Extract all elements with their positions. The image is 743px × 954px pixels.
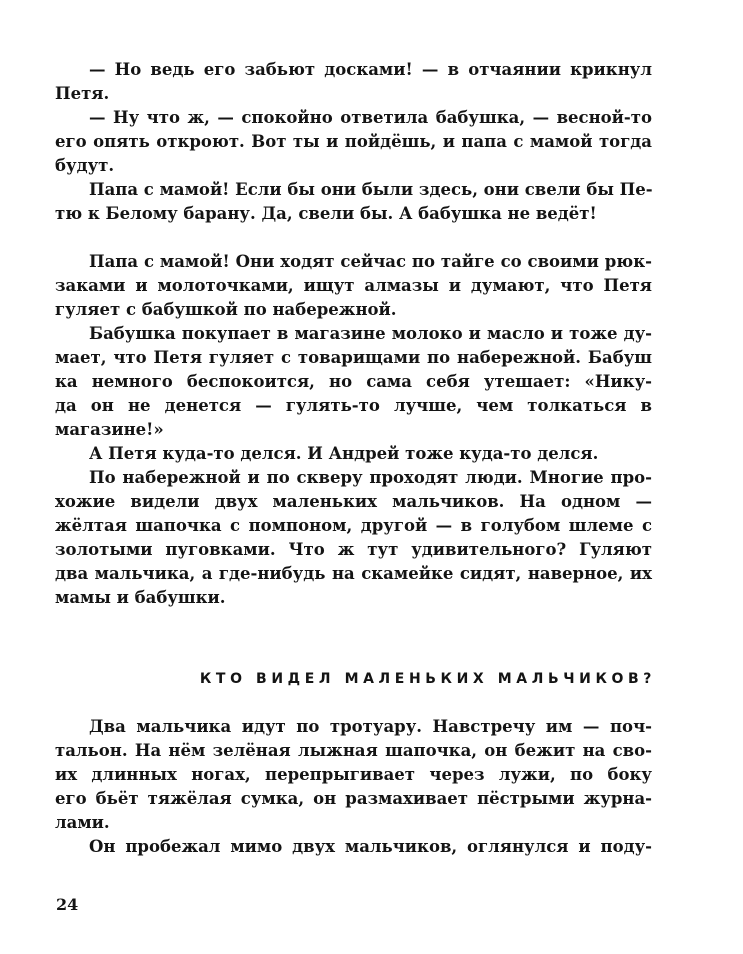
text-line: тю к Белому барану. Да, свели бы. А бабушка не ведёт! [55, 204, 597, 223]
paragraph [55, 178, 652, 226]
text-line: мамы и бабушки. [55, 588, 226, 607]
text-line: По набережной и по скверу проходят люди. Многие про- [89, 468, 652, 487]
text-line: — Но ведь его забьют досками! — в отчаянии крикнул [89, 60, 652, 79]
text-line: два мальчика, а где-нибудь на скамейке сидят, наверное, их [55, 564, 652, 583]
paragraph [55, 322, 652, 442]
text-line: Папа с мамой! Если бы они были здесь, они свели бы Пе- [89, 180, 653, 199]
text-line: Два мальчика идут по тротуару. Навстречу им — поч- [89, 717, 652, 736]
paragraph [55, 58, 652, 106]
text-line: Папа с мамой! Они ходят сейчас по тайге со своими рюк- [89, 252, 652, 271]
text-line: хожие видели двух маленьких мальчиков. На одном — [55, 492, 652, 511]
text-line: тальон. На нём зелёная лыжная шапочка, он бежит на сво- [55, 741, 652, 760]
text-line: Бабушка покупает в магазине молоко и масло и тоже ду- [89, 324, 652, 343]
chapter-heading: КТО ВИДЕЛ МАЛЕНЬКИХ МАЛЬЧИКОВ? [199, 671, 656, 687]
text-line: магазине!» [55, 420, 164, 439]
paragraph [55, 715, 652, 835]
text-line: их длинных ногах, перепрыгивает через лужи, по боку [55, 765, 652, 784]
paragraph [55, 466, 652, 610]
text-line: его бьёт тяжёлая сумка, он размахивает пёстрыми журна- [55, 789, 652, 808]
text-line: Петя. [55, 84, 110, 103]
text-line: гуляет с бабушкой по набережной. [55, 300, 397, 319]
text-line: лами. [55, 813, 110, 832]
section-gap [55, 610, 652, 667]
text-line: — Ну что ж, — спокойно ответила бабушка, — весной-то [89, 108, 652, 127]
heading-gap [55, 691, 652, 715]
paragraph-gap [55, 226, 652, 250]
text-line: заками и молоточками, ищут алмазы и думают, что Петя [55, 276, 652, 295]
text-line: мает, что Петя гуляет с товарищами по набережной. Бабуш [55, 348, 652, 367]
text-line: да он не денется — гулять-то лучше, чем толкаться в [55, 396, 652, 415]
paragraph [55, 106, 652, 178]
paragraph [55, 250, 652, 322]
text-line: А Петя куда-то делся. И Андрей тоже куда-то делся. [89, 444, 599, 463]
text-line: его опять откроют. Вот ты и пойдёшь, и папа с мамой тогда [55, 132, 652, 151]
text-line: Он пробежал мимо двух мальчиков, оглянулся и поду- [89, 837, 652, 856]
text-line: ка немного беспокоится, но сама себя утешает: «Нику- [55, 372, 652, 391]
text-line: золотыми пуговками. Что ж тут удивительного? Гуляют [55, 540, 652, 559]
paragraph [55, 442, 652, 466]
book-page [55, 58, 656, 859]
text-line: жёлтая шапочка с помпоном, другой — в голубом шлеме с [55, 516, 652, 535]
paragraph [55, 835, 652, 859]
text-line: будут. [55, 156, 115, 175]
page-number: 24 [56, 895, 79, 914]
